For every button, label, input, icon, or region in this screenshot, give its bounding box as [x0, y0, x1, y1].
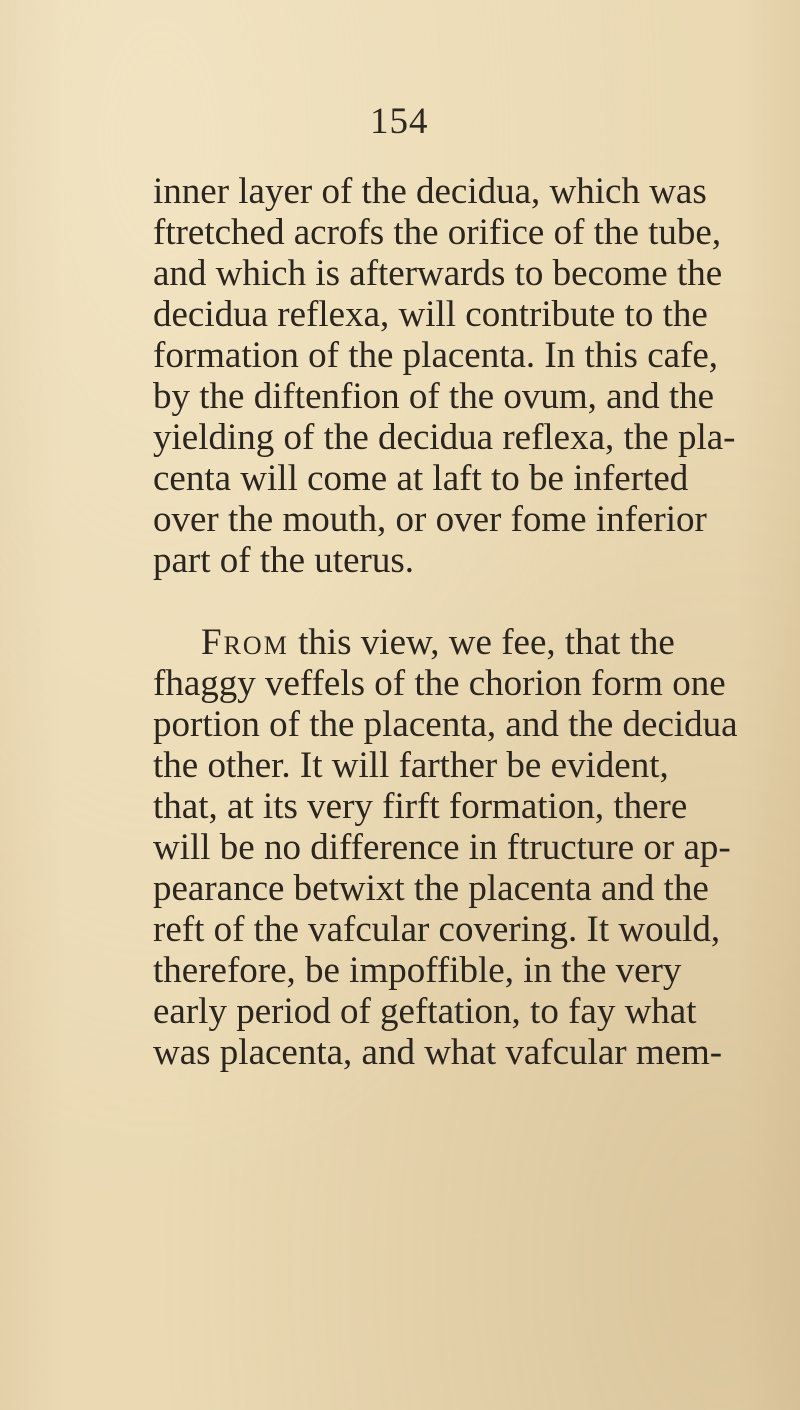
text-line: formation of the placenta. In this cafe,: [153, 335, 719, 376]
text-line: ftretched acrofs the orifice of the tube,: [153, 212, 722, 253]
text-line: by the diftenfion of the ovum, and the: [153, 376, 715, 417]
text-line: pearance betwixt the placenta and the: [153, 868, 709, 909]
paragraph-start-line: [201, 623, 800, 663]
text-line: part of the uterus.: [153, 540, 414, 581]
text-line: the other. It will farther be evident,: [153, 745, 669, 786]
text-line: over the mouth, or over fome inferior: [153, 499, 707, 540]
text-line: decidua reflexa, will contribute to the: [153, 294, 708, 335]
text-line: reft of the vafcular covering. It would,: [153, 909, 721, 950]
text-line: that, at its very firft formation, there: [153, 786, 688, 827]
text-line: and which is afterwards to become the: [153, 253, 723, 294]
text-line: early period of geftation, to fay what: [153, 991, 697, 1032]
text-line: was placenta, and what vafcular mem-: [153, 1032, 723, 1073]
text-line: portion of the placenta, and the decidua: [153, 704, 738, 745]
text-line: centa will come at laft to be inferted: [153, 458, 689, 499]
text-line: therefore, be impoffible, in the very: [153, 950, 682, 991]
page-number: 154: [370, 101, 429, 142]
text-line: fhaggy veffels of the chorion form one: [153, 663, 726, 704]
text-line: yielding of the decidua reflexa, the pla-: [153, 417, 736, 458]
text-line: inner layer of the decidua, which was: [153, 171, 707, 212]
text-line: will be no difference in ftructure or ap-: [153, 827, 731, 868]
paragraph-lead-word: From: [201, 622, 289, 663]
text-line: this view, we fee, that the: [298, 622, 675, 663]
